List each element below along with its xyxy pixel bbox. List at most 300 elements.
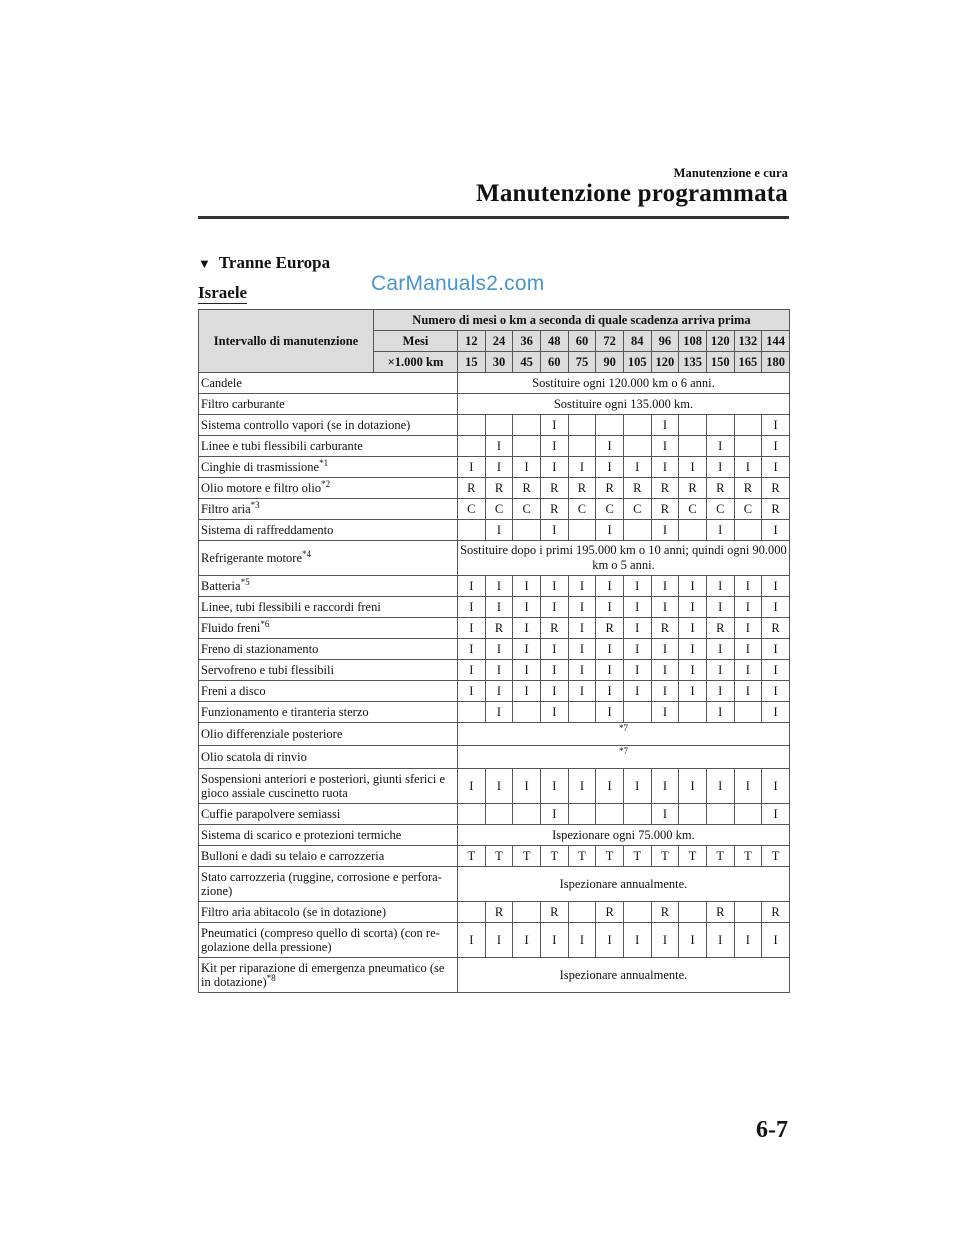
month-header-cell: 96	[651, 331, 679, 352]
table-row	[199, 415, 790, 436]
schedule-cell: I	[762, 597, 790, 618]
table-row	[199, 867, 790, 902]
maintenance-item-label: Linee, tubi flessibili e raccordi freni	[201, 600, 381, 614]
schedule-cell: R	[762, 499, 790, 520]
region-subheading-text: Israele	[198, 283, 248, 302]
table-row	[199, 723, 790, 746]
schedule-cell: I	[513, 457, 541, 478]
schedule-cell: I	[706, 769, 734, 804]
month-header-cell: 24	[485, 331, 513, 352]
month-header-cell: 108	[679, 331, 707, 352]
schedule-cell: I	[651, 702, 679, 723]
table-row	[199, 681, 790, 702]
maintenance-item	[199, 902, 458, 923]
footnote-ref: *6	[260, 618, 270, 629]
maintenance-item	[199, 520, 458, 541]
schedule-cell: I	[568, 681, 596, 702]
schedule-cell: C	[706, 499, 734, 520]
schedule-cell: I	[679, 457, 707, 478]
schedule-cell: I	[513, 639, 541, 660]
schedule-cell: R	[485, 478, 513, 499]
table-row	[199, 478, 790, 499]
schedule-cell: I	[623, 576, 651, 597]
schedule-cell: I	[540, 804, 568, 825]
schedule-span-text	[458, 394, 790, 415]
schedule-cell	[679, 902, 707, 923]
schedule-span-text	[458, 746, 790, 769]
schedule-cell: R	[540, 618, 568, 639]
maintenance-item	[199, 825, 458, 846]
schedule-cell	[734, 702, 762, 723]
schedule-cell: I	[651, 520, 679, 541]
schedule-cell: I	[651, 597, 679, 618]
schedule-cell: I	[706, 660, 734, 681]
schedule-cell: I	[540, 923, 568, 958]
maintenance-schedule-table	[198, 309, 790, 993]
schedule-span-value: *7	[618, 722, 628, 733]
maintenance-item-label: Freni a disco	[201, 684, 266, 698]
schedule-cell: I	[485, 436, 513, 457]
schedule-cell: I	[458, 681, 486, 702]
table-row	[199, 825, 790, 846]
maintenance-item-label: Filtro aria	[201, 502, 251, 516]
schedule-cell: I	[762, 681, 790, 702]
schedule-cell: R	[651, 902, 679, 923]
schedule-cell	[513, 804, 541, 825]
schedule-span-text	[458, 958, 790, 993]
km-header-cell: 135	[679, 352, 707, 373]
schedule-cell	[458, 520, 486, 541]
maintenance-item-label: Freno di stazionamento	[201, 642, 319, 656]
maintenance-item	[199, 723, 458, 746]
maintenance-item	[199, 478, 458, 499]
maintenance-item	[199, 804, 458, 825]
schedule-cell: I	[706, 576, 734, 597]
schedule-cell: I	[540, 769, 568, 804]
table-row	[199, 923, 790, 958]
table-row	[199, 746, 790, 769]
schedule-cell: I	[706, 436, 734, 457]
schedule-cell: I	[458, 576, 486, 597]
schedule-cell	[568, 436, 596, 457]
maintenance-item-label: Sistema di raffreddamento	[201, 523, 334, 537]
km-header-cell: 120	[651, 352, 679, 373]
schedule-cell: I	[734, 769, 762, 804]
schedule-cell: I	[762, 576, 790, 597]
schedule-cell: T	[513, 846, 541, 867]
schedule-cell: I	[596, 681, 624, 702]
maintenance-item-label: Sistema controllo vapori (se in dotazione)	[201, 418, 411, 432]
schedule-cell: I	[568, 769, 596, 804]
schedule-cell: R	[623, 478, 651, 499]
schedule-cell: I	[623, 681, 651, 702]
schedule-cell: I	[596, 702, 624, 723]
table-row	[199, 436, 790, 457]
schedule-cell	[458, 436, 486, 457]
schedule-cell	[734, 436, 762, 457]
table-row	[199, 702, 790, 723]
month-header-cell: 120	[706, 331, 734, 352]
page-title: Manutenzione programmata	[476, 180, 788, 207]
table-row	[199, 597, 790, 618]
schedule-cell: I	[762, 804, 790, 825]
schedule-cell: I	[568, 639, 596, 660]
schedule-cell	[679, 436, 707, 457]
schedule-cell: R	[651, 618, 679, 639]
schedule-cell: I	[623, 618, 651, 639]
schedule-cell	[568, 702, 596, 723]
schedule-cell: I	[734, 576, 762, 597]
schedule-cell	[706, 804, 734, 825]
month-header-cell: 60	[568, 331, 596, 352]
schedule-cell: I	[485, 702, 513, 723]
maintenance-item-label: Filtro aria abitacolo (se in dotazione)	[201, 905, 387, 919]
maintenance-item	[199, 681, 458, 702]
table-row	[199, 902, 790, 923]
schedule-span-text	[458, 867, 790, 902]
km-header-cell: 105	[623, 352, 651, 373]
table-row	[199, 499, 790, 520]
schedule-cell: I	[706, 923, 734, 958]
schedule-cell	[568, 804, 596, 825]
schedule-cell: R	[706, 618, 734, 639]
schedule-cell: R	[762, 902, 790, 923]
header-section-label: Manutenzione e cura	[673, 166, 788, 180]
schedule-cell: I	[540, 576, 568, 597]
schedule-cell: I	[706, 457, 734, 478]
table-row	[199, 639, 790, 660]
schedule-cell: I	[458, 769, 486, 804]
schedule-cell: I	[623, 639, 651, 660]
schedule-cell: R	[568, 478, 596, 499]
watermark: CarManuals2.com	[371, 272, 545, 295]
schedule-cell: I	[485, 769, 513, 804]
schedule-cell: I	[596, 436, 624, 457]
schedule-cell: R	[485, 618, 513, 639]
schedule-cell	[679, 804, 707, 825]
schedule-cell: I	[762, 769, 790, 804]
schedule-cell	[734, 520, 762, 541]
schedule-cell: I	[540, 702, 568, 723]
schedule-cell: I	[485, 660, 513, 681]
schedule-span-value: Ispezionare annualmente.	[559, 967, 688, 982]
maintenance-item-label: Filtro carburante	[201, 397, 285, 411]
months-label: Mesi	[374, 331, 458, 352]
schedule-cell: I	[651, 457, 679, 478]
maintenance-item	[199, 923, 458, 958]
km-header-cell: 75	[568, 352, 596, 373]
schedule-cell: I	[540, 597, 568, 618]
schedule-cell: I	[485, 923, 513, 958]
schedule-cell: I	[651, 804, 679, 825]
schedule-cell	[485, 804, 513, 825]
maintenance-item	[199, 746, 458, 769]
maintenance-item	[199, 660, 458, 681]
schedule-cell: I	[679, 923, 707, 958]
maintenance-item	[199, 769, 458, 804]
table-row	[199, 769, 790, 804]
schedule-cell: I	[568, 457, 596, 478]
schedule-cell: I	[540, 681, 568, 702]
schedule-cell: I	[734, 681, 762, 702]
schedule-cell: I	[540, 415, 568, 436]
schedule-cell: I	[458, 597, 486, 618]
km-header-cell: 150	[706, 352, 734, 373]
maintenance-item	[199, 576, 458, 597]
schedule-cell: I	[651, 923, 679, 958]
maintenance-item	[199, 867, 458, 902]
schedule-cell: I	[623, 769, 651, 804]
schedule-cell: I	[513, 681, 541, 702]
schedule-cell: C	[458, 499, 486, 520]
schedule-cell	[596, 804, 624, 825]
schedule-cell	[623, 415, 651, 436]
schedule-cell: I	[679, 769, 707, 804]
page-number: 6-7	[756, 1117, 788, 1143]
km-label: ×1.000 km	[374, 352, 458, 373]
maintenance-item-label: Pneumatici (compreso quello di scorta) (con re-golazione della pressione)	[201, 926, 440, 954]
schedule-cell: I	[679, 618, 707, 639]
schedule-cell: I	[706, 639, 734, 660]
schedule-cell: I	[734, 597, 762, 618]
maintenance-item-label: Servofreno e tubi flessibili	[201, 663, 334, 677]
schedule-cell: I	[568, 576, 596, 597]
running-header-section	[674, 166, 788, 181]
schedule-cell: I	[679, 597, 707, 618]
km-header-cell: 45	[513, 352, 541, 373]
schedule-cell: C	[485, 499, 513, 520]
footnote-ref: *5	[240, 576, 250, 587]
table-row	[199, 457, 790, 478]
schedule-cell	[623, 436, 651, 457]
schedule-cell: I	[540, 660, 568, 681]
table-row	[199, 660, 790, 681]
schedule-cell: I	[540, 457, 568, 478]
schedule-cell: C	[596, 499, 624, 520]
schedule-cell: I	[596, 923, 624, 958]
schedule-cell: C	[734, 499, 762, 520]
schedule-cell: R	[458, 478, 486, 499]
schedule-cell: I	[762, 660, 790, 681]
table-row	[199, 958, 790, 993]
schedule-cell: I	[623, 923, 651, 958]
schedule-cell: I	[540, 520, 568, 541]
maintenance-item	[199, 499, 458, 520]
maintenance-item-label: Sistema di scarico e protezioni termiche	[201, 828, 402, 842]
schedule-cell: I	[734, 457, 762, 478]
schedule-cell: I	[568, 923, 596, 958]
schedule-cell: R	[651, 478, 679, 499]
schedule-cell: R	[706, 478, 734, 499]
footnote-ref: *2	[321, 478, 331, 489]
section-heading-text: Tranne Europa	[218, 253, 331, 272]
maintenance-item-label: Refrigerante motore	[201, 551, 302, 565]
schedule-cell: T	[679, 846, 707, 867]
maintenance-item	[199, 639, 458, 660]
schedule-cell: I	[485, 681, 513, 702]
month-header-cell: 72	[596, 331, 624, 352]
schedule-cell: R	[513, 478, 541, 499]
schedule-cell	[623, 520, 651, 541]
maintenance-item-label: Batteria	[201, 579, 241, 593]
schedule-cell	[513, 436, 541, 457]
schedule-cell: I	[458, 639, 486, 660]
maintenance-item-label: Olio scatola di rinvio	[201, 750, 307, 764]
section-heading	[198, 253, 330, 273]
schedule-span-value: *7	[618, 745, 628, 756]
footnote-ref: *8	[266, 972, 276, 983]
month-header-cell: 132	[734, 331, 762, 352]
table-row	[199, 394, 790, 415]
schedule-cell	[458, 804, 486, 825]
schedule-span-value: Ispezionare ogni 75.000 km.	[552, 827, 695, 842]
schedule-cell: I	[458, 618, 486, 639]
maintenance-item-label: Olio motore e filtro olio	[201, 481, 322, 495]
schedule-cell: R	[540, 902, 568, 923]
maintenance-item	[199, 457, 458, 478]
maintenance-item	[199, 541, 458, 576]
schedule-cell	[679, 520, 707, 541]
schedule-cell: I	[762, 436, 790, 457]
km-header-cell: 60	[540, 352, 568, 373]
maintenance-item-label: Candele	[201, 376, 242, 390]
maintenance-item-label: Bulloni e dadi su telaio e carrozzeria	[201, 849, 385, 863]
maintenance-item	[199, 415, 458, 436]
schedule-cell: C	[623, 499, 651, 520]
schedule-cell: I	[513, 769, 541, 804]
schedule-cell: I	[540, 639, 568, 660]
km-header-cell: 15	[458, 352, 486, 373]
schedule-cell: I	[485, 457, 513, 478]
schedule-cell: I	[596, 457, 624, 478]
schedule-cell	[458, 415, 486, 436]
schedule-cell: I	[568, 660, 596, 681]
schedule-cell: T	[651, 846, 679, 867]
schedule-cell	[734, 902, 762, 923]
schedule-cell: I	[734, 923, 762, 958]
region-subheading	[198, 283, 247, 303]
schedule-cell: I	[568, 597, 596, 618]
schedule-cell	[568, 902, 596, 923]
interval-header: Intervallo di manutenzione	[199, 310, 374, 373]
schedule-cell: I	[596, 769, 624, 804]
schedule-cell: I	[623, 457, 651, 478]
table-row	[199, 541, 790, 576]
maintenance-item-label: Stato carrozzeria (ruggine, corrosione e perfora-zione)	[201, 870, 442, 898]
schedule-cell: I	[734, 618, 762, 639]
schedule-cell: I	[734, 639, 762, 660]
header-divider	[198, 216, 789, 219]
km-header-cell: 90	[596, 352, 624, 373]
maintenance-item	[199, 394, 458, 415]
schedule-cell	[706, 415, 734, 436]
schedule-cell: I	[651, 660, 679, 681]
km-header-cell: 180	[762, 352, 790, 373]
schedule-cell: I	[679, 681, 707, 702]
schedule-cell	[679, 702, 707, 723]
schedule-cell: R	[596, 902, 624, 923]
schedule-cell	[623, 902, 651, 923]
schedule-cell: I	[596, 597, 624, 618]
maintenance-item-label: Fluido freni	[201, 621, 261, 635]
schedule-cell: I	[513, 923, 541, 958]
schedule-cell: R	[762, 478, 790, 499]
schedule-cell: I	[651, 576, 679, 597]
schedule-cell: I	[651, 415, 679, 436]
km-header-cell: 30	[485, 352, 513, 373]
maintenance-item-label: Cinghie di trasmissione	[201, 460, 320, 474]
schedule-cell: I	[513, 597, 541, 618]
schedule-cell	[513, 415, 541, 436]
schedule-cell: T	[458, 846, 486, 867]
schedule-span-text	[458, 541, 790, 576]
schedule-cell: T	[596, 846, 624, 867]
maintenance-item	[199, 846, 458, 867]
schedule-cell: I	[485, 597, 513, 618]
schedule-cell	[679, 415, 707, 436]
table-row	[199, 846, 790, 867]
schedule-cell: I	[762, 415, 790, 436]
schedule-cell: R	[596, 478, 624, 499]
schedule-cell	[623, 702, 651, 723]
schedule-cell: I	[458, 660, 486, 681]
schedule-cell	[568, 520, 596, 541]
footnote-ref: *3	[250, 499, 260, 510]
schedule-cell: I	[568, 618, 596, 639]
maintenance-item-label: Kit per riparazione di emergenza pneumatico (se in dotazione)	[201, 961, 445, 989]
schedule-cell: I	[651, 436, 679, 457]
table-row	[199, 576, 790, 597]
schedule-cell: C	[568, 499, 596, 520]
schedule-cell: C	[679, 499, 707, 520]
schedule-cell: R	[762, 618, 790, 639]
schedule-cell: I	[596, 576, 624, 597]
schedule-cell: I	[596, 660, 624, 681]
schedule-cell	[568, 415, 596, 436]
schedule-cell: I	[734, 660, 762, 681]
maintenance-item	[199, 702, 458, 723]
month-header-cell: 84	[623, 331, 651, 352]
schedule-cell: I	[706, 520, 734, 541]
schedule-cell: I	[485, 576, 513, 597]
schedule-cell: I	[679, 576, 707, 597]
schedule-cell: I	[651, 769, 679, 804]
schedule-cell: R	[679, 478, 707, 499]
schedule-span-value: Sostituire dopo i primi 195.000 km o 10 anni; quindi ogni 90.000 km o 5 anni.	[460, 543, 787, 572]
schedule-cell	[513, 902, 541, 923]
schedule-cell: R	[540, 478, 568, 499]
schedule-cell: I	[651, 639, 679, 660]
schedule-span-text	[458, 825, 790, 846]
schedule-cell	[734, 804, 762, 825]
schedule-cell: I	[762, 923, 790, 958]
schedule-cell: I	[706, 702, 734, 723]
schedule-cell: T	[568, 846, 596, 867]
schedule-cell: I	[485, 520, 513, 541]
table-row	[199, 618, 790, 639]
maintenance-item	[199, 373, 458, 394]
maintenance-item-label: Funzionamento e tiranteria sterzo	[201, 705, 369, 719]
schedule-cell: I	[679, 660, 707, 681]
maintenance-item	[199, 436, 458, 457]
maintenance-item	[199, 958, 458, 993]
schedule-cell: I	[706, 681, 734, 702]
schedule-cell: I	[762, 702, 790, 723]
maintenance-item-label: Olio differenziale posteriore	[201, 727, 343, 741]
schedule-span-value: Sostituire ogni 120.000 km o 6 anni.	[532, 375, 715, 390]
table-row	[199, 520, 790, 541]
schedule-cell: I	[679, 639, 707, 660]
